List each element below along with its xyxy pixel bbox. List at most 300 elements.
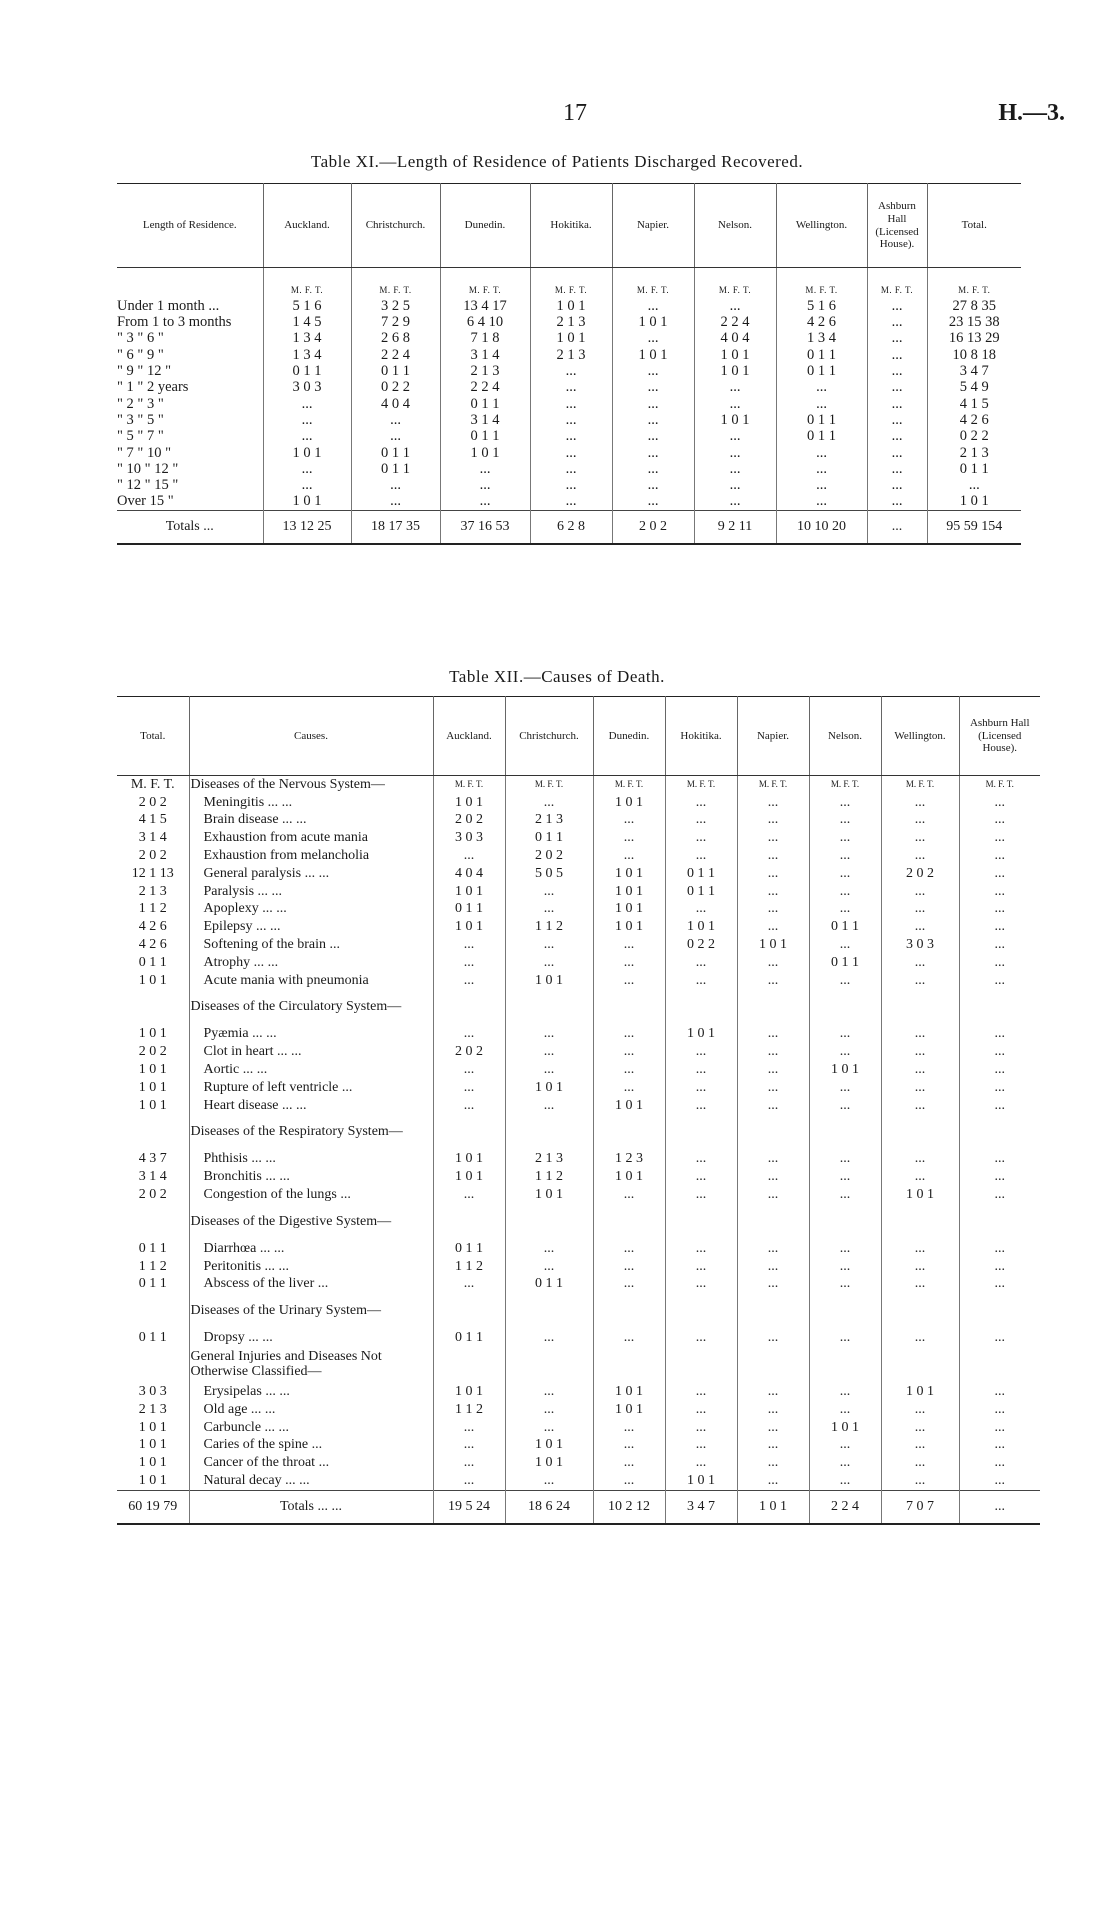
- data-cell: ...: [530, 379, 612, 395]
- data-cell: ...: [694, 477, 776, 493]
- cause-label: Paralysis ... ...: [189, 883, 433, 901]
- data-cell: ...: [665, 1401, 737, 1419]
- data-cell: 0 1 1: [505, 1276, 593, 1294]
- data-cell: ...: [994, 1062, 1005, 1078]
- section-row: [117, 1115, 1040, 1151]
- table-row: [117, 314, 1021, 330]
- data-cell: ...: [694, 379, 776, 395]
- data-cell: 1 0 1: [593, 794, 665, 812]
- col-header: Nelson.: [809, 697, 881, 776]
- table-row: [117, 331, 1021, 347]
- table-row: [117, 298, 1021, 314]
- data-cell: ...: [881, 1097, 959, 1115]
- data-cell: 10 8 18: [952, 346, 996, 363]
- cause-label: Cancer of the throat ...: [189, 1454, 433, 1472]
- data-cell: ...: [994, 794, 1005, 810]
- table-row: [117, 936, 1040, 954]
- data-cell: ...: [665, 794, 737, 812]
- data-cell: ...: [665, 1437, 737, 1455]
- table-row: [117, 883, 1040, 901]
- data-cell: ...: [737, 1079, 809, 1097]
- data-cell: 5 0 5: [505, 865, 593, 883]
- data-cell: ...: [433, 936, 505, 954]
- data-cell: ...: [994, 1276, 1005, 1292]
- mft-label: M. F. T.: [351, 268, 440, 299]
- cause-label: Exhaustion from acute mania: [189, 829, 433, 847]
- data-cell: ...: [881, 1079, 959, 1097]
- data-cell: 1 0 1: [505, 972, 593, 990]
- total-cell: [117, 1204, 189, 1240]
- table-row: [117, 477, 1021, 493]
- total-cell: [117, 1115, 189, 1151]
- data-cell: ...: [809, 1258, 881, 1276]
- section-heading: General Injuries and Diseases Not Otherwise Classified—: [189, 1347, 433, 1383]
- data-cell: ...: [665, 1168, 737, 1186]
- data-cell: ...: [665, 1186, 737, 1204]
- table-row: [117, 847, 1040, 865]
- data-cell: [959, 1115, 1040, 1151]
- totals-row: [117, 510, 1021, 544]
- data-cell: 1 1 2: [505, 1168, 593, 1186]
- data-cell: ...: [665, 1454, 737, 1472]
- data-cell: ...: [809, 794, 881, 812]
- total-cell: 1 0 1: [117, 1061, 189, 1079]
- data-cell: ...: [994, 865, 1005, 881]
- data-cell: 1 1 2: [505, 918, 593, 936]
- data-cell: ...: [776, 396, 867, 412]
- table-row: [117, 954, 1040, 972]
- cause-label: Caries of the spine ...: [189, 1437, 433, 1455]
- data-cell: ...: [737, 1419, 809, 1437]
- data-cell: ...: [737, 794, 809, 812]
- data-cell: 1 0 1: [593, 883, 665, 901]
- data-cell: ...: [881, 1240, 959, 1258]
- data-cell: ...: [867, 477, 927, 493]
- data-cell: ...: [809, 1329, 881, 1347]
- section-row: [117, 1347, 1040, 1383]
- totals-cell: 37 16 53: [440, 510, 530, 544]
- totals-cell: 18 6 24: [505, 1490, 593, 1524]
- data-cell: 2 0 2: [433, 812, 505, 830]
- data-cell: ...: [809, 901, 881, 919]
- data-cell: ...: [530, 363, 612, 379]
- data-cell: [665, 1115, 737, 1151]
- data-cell: ...: [665, 954, 737, 972]
- data-cell: ...: [737, 918, 809, 936]
- table-row: [117, 379, 1021, 395]
- data-cell: 1 1 2: [433, 1401, 505, 1419]
- data-cell: 1 0 1: [593, 865, 665, 883]
- data-cell: 16 13 29: [948, 330, 1000, 347]
- data-cell: ...: [593, 1240, 665, 1258]
- data-cell: ...: [968, 477, 980, 494]
- data-cell: ...: [881, 901, 959, 919]
- data-cell: ...: [505, 1061, 593, 1079]
- cause-label: General paralysis ... ...: [189, 865, 433, 883]
- data-cell: 2 0 2: [881, 865, 959, 883]
- data-cell: 1 3 4: [776, 331, 867, 347]
- totals-cell: ...: [959, 1490, 1040, 1524]
- table-row: [117, 445, 1021, 461]
- data-cell: 3 0 3: [263, 379, 351, 395]
- data-cell: ...: [809, 1168, 881, 1186]
- data-cell: ...: [809, 1043, 881, 1061]
- data-cell: ...: [994, 937, 1005, 953]
- data-cell: ...: [263, 477, 351, 493]
- data-cell: ...: [994, 901, 1005, 917]
- data-cell: 1 0 1: [881, 1383, 959, 1401]
- data-cell: ...: [694, 494, 776, 511]
- data-cell: ...: [433, 1079, 505, 1097]
- data-cell: [809, 1204, 881, 1240]
- data-cell: ...: [694, 428, 776, 444]
- data-cell: ...: [665, 1151, 737, 1169]
- table-row: [117, 428, 1021, 444]
- data-cell: ...: [737, 1383, 809, 1401]
- total-cell: 0 1 1: [117, 1240, 189, 1258]
- data-cell: 1 2 3: [593, 1151, 665, 1169]
- data-cell: ...: [263, 412, 351, 428]
- data-cell: ...: [694, 298, 776, 314]
- data-cell: ...: [433, 847, 505, 865]
- cause-label: Exhaustion from melancholia: [189, 847, 433, 865]
- table-row: [117, 1329, 1040, 1347]
- data-cell: ...: [809, 1186, 881, 1204]
- data-cell: ...: [809, 972, 881, 990]
- data-cell: ...: [440, 494, 530, 511]
- data-cell: 1 0 1: [665, 1472, 737, 1490]
- data-cell: 0 1 1: [776, 347, 867, 363]
- mft-label: M. F. T.: [530, 268, 612, 299]
- data-cell: ...: [994, 1240, 1005, 1256]
- data-cell: ...: [737, 901, 809, 919]
- data-cell: 0 1 1: [776, 428, 867, 444]
- data-cell: ...: [694, 461, 776, 477]
- data-cell: ...: [809, 1026, 881, 1044]
- col-header: Total.: [117, 697, 189, 776]
- data-cell: 1 0 1: [694, 412, 776, 428]
- data-cell: ...: [593, 812, 665, 830]
- table-row: [117, 363, 1021, 379]
- total-cell: 2 0 2: [117, 794, 189, 812]
- data-cell: 2 2 4: [351, 347, 440, 363]
- data-cell: ...: [433, 1472, 505, 1490]
- table-row: [117, 812, 1040, 830]
- data-cell: 1 3 4: [263, 347, 351, 363]
- data-cell: 1 0 1: [612, 314, 694, 330]
- data-cell: 3 1 4: [440, 412, 530, 428]
- data-cell: 1 0 1: [530, 298, 612, 314]
- table-row: [117, 1097, 1040, 1115]
- table-row: [117, 1472, 1040, 1490]
- data-cell: ...: [505, 1240, 593, 1258]
- data-cell: ...: [776, 477, 867, 493]
- data-cell: ...: [881, 1401, 959, 1419]
- data-cell: ...: [867, 298, 927, 314]
- data-cell: ...: [809, 1401, 881, 1419]
- cause-label: Phthisis ... ...: [189, 1151, 433, 1169]
- total-cell: 1 0 1: [117, 1437, 189, 1455]
- data-cell: 0 1 1: [351, 363, 440, 379]
- data-cell: 3 4 7: [959, 363, 989, 380]
- col-header: Christchurch.: [505, 697, 593, 776]
- data-cell: 0 1 1: [351, 445, 440, 461]
- data-cell: 4 0 4: [351, 396, 440, 412]
- data-cell: 1 0 1: [505, 1437, 593, 1455]
- data-cell: 1 0 1: [433, 1383, 505, 1401]
- data-cell: [505, 1347, 593, 1383]
- total-cell: 12 1 13: [117, 865, 189, 883]
- data-cell: 2 0 2: [433, 1043, 505, 1061]
- data-cell: [593, 1115, 665, 1151]
- total-cell: [117, 1347, 189, 1383]
- data-cell: ...: [505, 1383, 593, 1401]
- data-cell: 7 1 8: [440, 331, 530, 347]
- data-cell: ...: [593, 1258, 665, 1276]
- mft-label: M. F. T.: [263, 268, 351, 299]
- data-cell: ...: [737, 1276, 809, 1294]
- mft-label: M. F. T.: [433, 776, 505, 794]
- mft-label: M. F. T.: [440, 268, 530, 299]
- data-cell: ...: [809, 936, 881, 954]
- data-cell: ...: [612, 494, 694, 511]
- data-cell: ...: [867, 314, 927, 330]
- total-cell: 1 0 1: [117, 1079, 189, 1097]
- data-cell: [665, 990, 737, 1026]
- data-cell: ...: [593, 847, 665, 865]
- col-header: Auckland.: [433, 697, 505, 776]
- data-cell: 2 1 3: [530, 314, 612, 330]
- col-header: Napier.: [612, 184, 694, 268]
- col-header: Napier.: [737, 697, 809, 776]
- data-cell: ...: [994, 1258, 1005, 1274]
- data-cell: 4 2 6: [959, 412, 989, 428]
- data-cell: ...: [665, 1079, 737, 1097]
- table-row: [117, 1151, 1040, 1169]
- data-cell: 5 1 6: [776, 298, 867, 314]
- table-row: [117, 794, 1040, 812]
- residence-label: " 6 " 9 ": [117, 347, 263, 363]
- data-cell: ...: [505, 936, 593, 954]
- data-cell: 1 0 1: [263, 445, 351, 461]
- total-cell: 1 0 1: [117, 1097, 189, 1115]
- data-cell: ...: [994, 972, 1005, 988]
- cause-label: Natural decay ... ...: [189, 1472, 433, 1490]
- data-cell: ...: [263, 428, 351, 444]
- data-cell: [959, 990, 1040, 1026]
- data-cell: [433, 1347, 505, 1383]
- col-header: Dunedin.: [440, 184, 530, 268]
- totals-cell: 18 17 35: [351, 510, 440, 544]
- mft-label: M. F. T.: [958, 284, 991, 295]
- data-cell: 3 0 3: [881, 936, 959, 954]
- residence-label: " 3 " 6 ": [117, 331, 263, 347]
- data-cell: 1 0 1: [433, 794, 505, 812]
- section-heading: Diseases of the Digestive System—: [189, 1204, 433, 1240]
- data-cell: ...: [505, 1329, 593, 1347]
- data-cell: ...: [505, 954, 593, 972]
- data-cell: ...: [505, 794, 593, 812]
- total-cell: 4 2 6: [117, 936, 189, 954]
- data-cell: ...: [612, 461, 694, 477]
- data-cell: 1 0 1: [694, 347, 776, 363]
- data-cell: ...: [612, 428, 694, 444]
- section-row: [117, 1204, 1040, 1240]
- data-cell: ...: [593, 1419, 665, 1437]
- data-cell: ...: [530, 494, 612, 511]
- data-cell: ...: [612, 477, 694, 493]
- table-row: [117, 1419, 1040, 1437]
- data-cell: [505, 1204, 593, 1240]
- data-cell: ...: [593, 1329, 665, 1347]
- data-cell: 1 0 1: [809, 1419, 881, 1437]
- cause-label: Dropsy ... ...: [189, 1329, 433, 1347]
- data-cell: ...: [433, 1061, 505, 1079]
- table-xi-header-row: [117, 184, 1021, 268]
- data-cell: ...: [351, 428, 440, 444]
- table-row: [117, 918, 1040, 936]
- data-cell: 1 0 1: [665, 918, 737, 936]
- data-cell: ...: [593, 1186, 665, 1204]
- total-cell: 2 0 2: [117, 1186, 189, 1204]
- totals-label: Totals ... ...: [189, 1490, 433, 1524]
- data-cell: ...: [593, 1276, 665, 1294]
- data-cell: ...: [440, 461, 530, 477]
- data-cell: ...: [881, 1437, 959, 1455]
- data-cell: ...: [881, 1061, 959, 1079]
- data-cell: ...: [737, 847, 809, 865]
- data-cell: ...: [994, 1151, 1005, 1167]
- data-cell: 0 1 1: [433, 1329, 505, 1347]
- table-row: [117, 1061, 1040, 1079]
- cause-label: Old age ... ...: [189, 1401, 433, 1419]
- mft-spacer: [117, 268, 263, 299]
- data-cell: ...: [994, 954, 1005, 970]
- data-cell: ...: [433, 1186, 505, 1204]
- table-row: [117, 1026, 1040, 1044]
- data-cell: ...: [881, 972, 959, 990]
- data-cell: [505, 1293, 593, 1329]
- total-cell: 3 0 3: [117, 1383, 189, 1401]
- data-cell: 1 0 1: [809, 1061, 881, 1079]
- data-cell: [737, 1204, 809, 1240]
- data-cell: [737, 1115, 809, 1151]
- data-cell: ...: [881, 883, 959, 901]
- data-cell: ...: [776, 461, 867, 477]
- data-cell: ...: [505, 901, 593, 919]
- data-cell: 0 1 1: [433, 901, 505, 919]
- data-cell: ...: [737, 1061, 809, 1079]
- data-cell: 1 0 1: [593, 1383, 665, 1401]
- data-cell: [505, 990, 593, 1026]
- data-cell: ...: [433, 1419, 505, 1437]
- data-cell: ...: [263, 396, 351, 412]
- cause-label: Heart disease ... ...: [189, 1097, 433, 1115]
- cause-label: Brain disease ... ...: [189, 812, 433, 830]
- data-cell: ...: [665, 829, 737, 847]
- section-row: [117, 1293, 1040, 1329]
- section-heading: Diseases of the Nervous System—: [189, 776, 433, 794]
- data-cell: ...: [737, 1258, 809, 1276]
- data-cell: ...: [881, 812, 959, 830]
- data-cell: 1 0 1: [593, 1097, 665, 1115]
- table-row: [117, 1401, 1040, 1419]
- data-cell: [593, 1347, 665, 1383]
- data-cell: 1 0 1: [505, 1079, 593, 1097]
- data-cell: ...: [809, 1151, 881, 1169]
- data-cell: 1 0 1: [505, 1186, 593, 1204]
- data-cell: ...: [881, 794, 959, 812]
- total-cell: 1 1 2: [117, 1258, 189, 1276]
- total-cell: 1 0 1: [117, 1419, 189, 1437]
- table-row: [117, 972, 1040, 990]
- data-cell: ...: [737, 1437, 809, 1455]
- data-cell: ...: [665, 1258, 737, 1276]
- data-cell: ...: [433, 1437, 505, 1455]
- data-cell: ...: [867, 428, 927, 444]
- data-cell: ...: [593, 1437, 665, 1455]
- data-cell: [881, 1347, 959, 1383]
- data-cell: ...: [593, 936, 665, 954]
- col-header: Wellington.: [776, 184, 867, 268]
- data-cell: ...: [665, 1240, 737, 1258]
- col-header: Dunedin.: [593, 697, 665, 776]
- data-cell: ...: [867, 445, 927, 461]
- data-cell: [737, 1293, 809, 1329]
- data-cell: ...: [433, 1097, 505, 1115]
- data-cell: ...: [505, 1097, 593, 1115]
- data-cell: 0 1 1: [440, 428, 530, 444]
- data-cell: 1 0 1: [694, 363, 776, 379]
- data-cell: 2 0 2: [505, 847, 593, 865]
- data-cell: 2 2 4: [440, 379, 530, 395]
- data-cell: ...: [530, 477, 612, 493]
- data-cell: 1 0 1: [593, 1401, 665, 1419]
- mft-label: M. F. T.: [776, 268, 867, 299]
- data-cell: ...: [881, 1276, 959, 1294]
- section-heading: Diseases of the Respiratory System—: [189, 1115, 433, 1151]
- data-cell: 1 0 1: [433, 883, 505, 901]
- col-header: Wellington.: [881, 697, 959, 776]
- data-cell: [959, 1347, 1040, 1383]
- totals-label: Totals ...: [117, 510, 263, 544]
- data-cell: [433, 1293, 505, 1329]
- data-cell: ...: [881, 847, 959, 865]
- data-cell: ...: [612, 412, 694, 428]
- data-cell: ...: [994, 812, 1005, 828]
- total-cell: [117, 990, 189, 1026]
- data-cell: ...: [809, 812, 881, 830]
- table-row: [117, 901, 1040, 919]
- data-cell: ...: [994, 1330, 1005, 1346]
- data-cell: ...: [994, 1419, 1005, 1435]
- data-cell: 1 0 1: [505, 1454, 593, 1472]
- data-cell: ...: [665, 972, 737, 990]
- data-cell: 0 1 1: [440, 396, 530, 412]
- mft-label: M. F. T.: [505, 776, 593, 794]
- data-cell: 3 2 5: [351, 298, 440, 314]
- data-cell: ...: [994, 1097, 1005, 1113]
- total-cell: 2 0 2: [117, 1043, 189, 1061]
- data-cell: ...: [994, 883, 1005, 899]
- data-cell: 7 2 9: [351, 314, 440, 330]
- table-row: [117, 1168, 1040, 1186]
- data-cell: ...: [809, 1276, 881, 1294]
- totals-cell: 10 2 12: [593, 1490, 665, 1524]
- total-cell: 4 1 5: [117, 812, 189, 830]
- data-cell: ...: [809, 1437, 881, 1455]
- data-cell: ...: [665, 847, 737, 865]
